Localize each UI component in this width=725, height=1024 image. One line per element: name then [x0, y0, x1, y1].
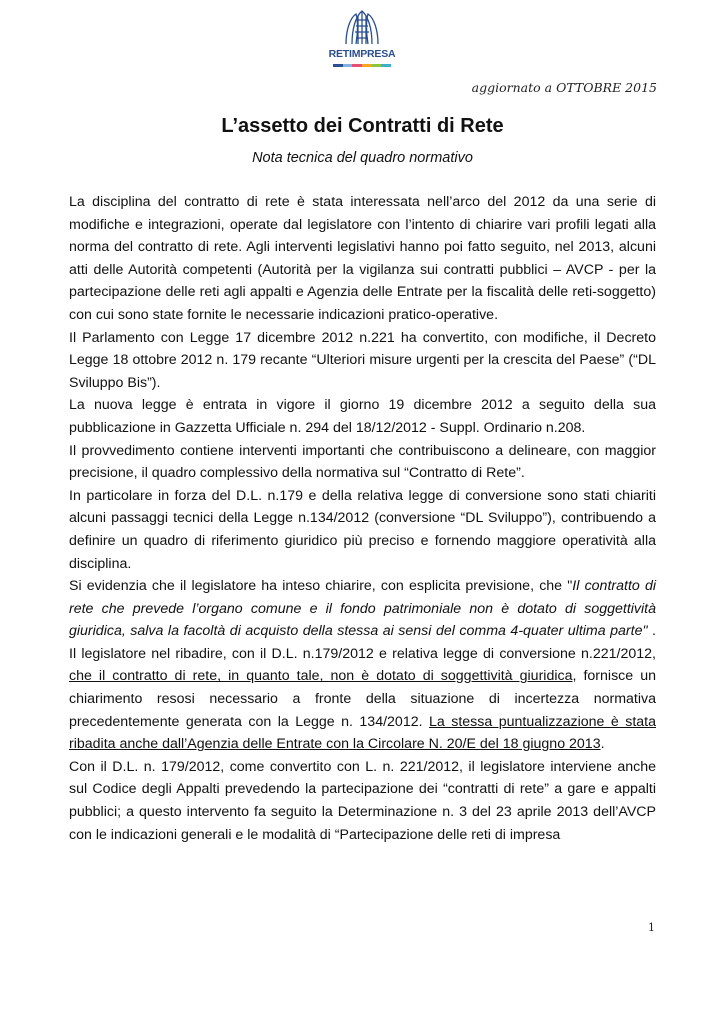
underlined-text: La stessa puntualizzazione è stata ribadita anche dall’Agenzia delle Entrate con la Circolare N. 20/E del 18 giugno 2013 — [69, 713, 656, 753]
text-run: , fornisce un chiarimento resosi necessario a fronte della situazione di incertezza normativa precedentemente generata con la Legge n. 134/2012. — [69, 668, 656, 730]
paragraph: La nuova legge è entrata in vigore il giorno 19 dicembre 2012 a seguito della sua pubblicazione in Gazzetta Ufficiale n. 294 del 18/12/2012 - Suppl. Ordinario n.208. — [69, 397, 656, 436]
update-date: aggiornato a OTTOBRE 2015 — [471, 80, 657, 95]
paragraph: La disciplina del contratto di rete è stata interessata nell’arco del 2012 da una serie di modifiche e integrazioni, operate dal legislatore con l’intento di chiarire vari profili legati alla norma del contratto di rete. Agli interventi legislativi hanno poi fatto seguito, nel 2013, alcuni atti delle Autorità competenti (Autorità per la vigilanza sui contratti pubblici – AVCP - per la partecipazione delle reti agli appalti e Agenzia delle Entrate per la fiscalità delle reti-soggetto) con cui sono state fornite le necessarie indicazioni pratico-operative. — [69, 194, 656, 323]
text-run: . Il legislatore nel ribadire, con il D.L. n.179/2012 e relativa legge di conversione n.221/2012, — [69, 623, 656, 662]
paragraph: Il provvedimento contiene interventi importanti che contribuiscono a delineare, con maggior precisione, il quadro complessivo della normativa sul “Contratto di Rete”. — [69, 442, 656, 482]
document-body — [69, 191, 656, 846]
page-number: 1 — [648, 921, 655, 934]
paragraph — [69, 575, 656, 756]
document-subtitle: Nota tecnica del quadro normativo — [252, 150, 473, 166]
text-run: Si evidenzia che il legislatore ha inteso chiarire, con esplicita previsione, che " — [69, 578, 573, 595]
logo-emblem-icon — [322, 8, 402, 50]
logo-text: RETIMPRESA — [328, 48, 396, 60]
text-run: . — [600, 736, 605, 753]
paragraph: Con il D.L. n. 179/2012, come convertito con L. n. 221/2012, il legislatore interviene anche sul Codice degli Appalti prevedendo la partecipazione dei “contratti di rete” a gare e appalti pubblici; a questo intervento fa seguito la Determinazione n. 3 del 23 aprile 2013 dell’AVCP con le indicazioni generali e le modalità di “Partecipazione delle reti di impresa — [69, 758, 656, 843]
paragraph: Il Parlamento con Legge 17 dicembre 2012 n.221 ha convertito, con modifiche, il Decreto Legge 18 ottobre 2012 n. 179 recante “Ulteriori misure urgenti per la crescita del Paese” (“DL Sviluppo Bis”). — [69, 329, 656, 391]
paragraph: In particolare in forza del D.L. n.179 e della relativa legge di conversione sono stati chiariti alcuni passaggi tecnici della Legge n.134/2012 (conversione “DL Sviluppo”), contribuendo a definire un quadro di riferimento giuridico più preciso e fornendo maggiore operatività alla disciplina. — [69, 487, 656, 572]
document-title: L’assetto dei Contratti di Rete — [221, 115, 504, 137]
italic-quote: Il contratto di rete che prevede l’organo comune e il fondo patrimoniale non è dotato di soggettività giuridica, salva la facoltà di acquisto della stessa ai sensi del comma 4-quater ultima parte" — [69, 578, 656, 640]
logo-color-bar — [333, 64, 391, 67]
underlined-text: che il contratto di rete, in quanto tale, non è dotato di soggettività giuridica — [69, 668, 573, 685]
retimpresa-logo — [322, 8, 402, 70]
